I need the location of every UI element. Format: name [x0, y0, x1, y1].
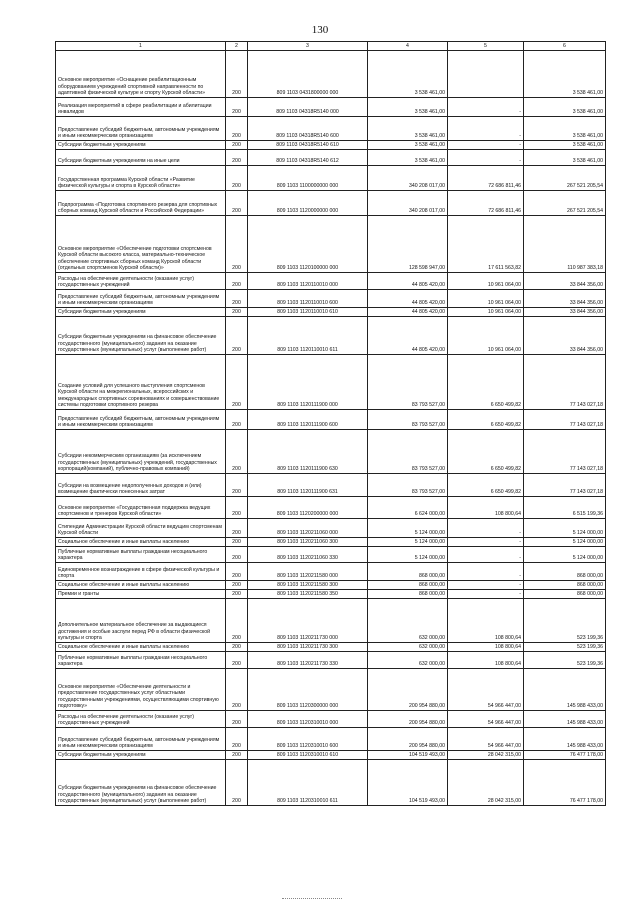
row-amount-cell: 5 124 000,00: [524, 519, 606, 538]
row-amount-cell: 340 208 017,00: [368, 191, 448, 216]
row-code-cell: 200: [226, 98, 248, 117]
row-code-cell: 200: [226, 711, 248, 728]
table-row: [56, 216, 606, 273]
row-code-cell: 200: [226, 643, 248, 652]
row-name-cell: Социальное обеспечение и иные выплаты населению: [56, 581, 226, 590]
column-header: 5: [448, 42, 524, 51]
row-amount-cell: 5 124 000,00: [368, 547, 448, 563]
row-code-cell: 200: [226, 474, 248, 497]
row-kbk-cell: 809 1103 1120310010 000: [248, 711, 368, 728]
row-amount-cell: 868 000,00: [524, 581, 606, 590]
row-code-cell: 200: [226, 652, 248, 669]
row-amount-cell: 77 143 027,18: [524, 355, 606, 410]
row-amount-cell: 10 961 064,00: [448, 308, 524, 317]
row-name-cell: Премии и гранты: [56, 590, 226, 599]
table-row: [56, 760, 606, 806]
row-code-cell: 200: [226, 581, 248, 590]
row-name-cell: Публичные нормативные выплаты гражданам несоциального характера: [56, 652, 226, 669]
row-amount-cell: -: [448, 563, 524, 581]
row-kbk-cell: 809 1103 04318R5140 612: [248, 150, 368, 166]
row-amount-cell: -: [448, 590, 524, 599]
row-amount-cell: 868 000,00: [524, 590, 606, 599]
row-kbk-cell: 809 1103 1120310010 600: [248, 728, 368, 751]
table-row: [56, 563, 606, 581]
row-amount-cell: -: [448, 547, 524, 563]
row-amount-cell: 267 521 205,54: [524, 166, 606, 191]
row-amount-cell: 6 650 499,82: [448, 355, 524, 410]
row-kbk-cell: 809 1103 1120211060 300: [248, 538, 368, 547]
column-header: 4: [368, 42, 448, 51]
row-name-cell: Основное мероприятие «Обеспечение деятельности и предоставление государственных услуг областными государственными учреждениями, осуществляющими спортивную подготовку»: [56, 669, 226, 711]
table-row: [56, 355, 606, 410]
row-amount-cell: 6 650 499,82: [448, 410, 524, 430]
table-row: [56, 538, 606, 547]
row-amount-cell: 44 805 420,00: [368, 290, 448, 308]
row-amount-cell: 5 124 000,00: [368, 538, 448, 547]
row-amount-cell: 200 954 880,00: [368, 669, 448, 711]
row-amount-cell: 108 800,64: [448, 652, 524, 669]
row-code-cell: 200: [226, 317, 248, 355]
row-amount-cell: 10 961 064,00: [448, 290, 524, 308]
row-amount-cell: 54 966 447,00: [448, 669, 524, 711]
row-amount-cell: 3 538 461,00: [524, 141, 606, 150]
row-code-cell: 200: [226, 519, 248, 538]
row-amount-cell: 76 477 178,00: [524, 751, 606, 760]
table-row: [56, 430, 606, 474]
row-kbk-cell: 809 1103 1120111900 000: [248, 355, 368, 410]
row-kbk-cell: 809 1103 1120211060 000: [248, 519, 368, 538]
table-row: [56, 669, 606, 711]
row-amount-cell: 632 000,00: [368, 643, 448, 652]
row-amount-cell: 83 793 527,00: [368, 410, 448, 430]
row-amount-cell: 3 538 461,00: [368, 117, 448, 141]
row-name-cell: Предоставление субсидий бюджетным, автономным учреждениям и иным некоммерческим организациям: [56, 290, 226, 308]
row-kbk-cell: 809 1103 1120211580 350: [248, 590, 368, 599]
row-kbk-cell: 809 1103 0431800000 000: [248, 51, 368, 98]
row-amount-cell: 523 199,36: [524, 599, 606, 643]
row-kbk-cell: 809 1103 1120310010 610: [248, 751, 368, 760]
row-amount-cell: 5 124 000,00: [524, 538, 606, 547]
row-amount-cell: 3 538 461,00: [524, 117, 606, 141]
row-code-cell: 200: [226, 273, 248, 290]
row-amount-cell: 6 515 199,36: [524, 497, 606, 519]
row-amount-cell: 77 143 027,18: [524, 474, 606, 497]
row-amount-cell: 200 954 880,00: [368, 711, 448, 728]
row-kbk-cell: 809 1103 04318R5140 600: [248, 117, 368, 141]
row-amount-cell: 72 686 811,46: [448, 166, 524, 191]
row-name-cell: Основное мероприятие «Оснащение реабилитационным оборудованием учреждений спортивной направленности по адаптивной физической культуре и спорту Курской области»: [56, 51, 226, 98]
row-code-cell: 200: [226, 547, 248, 563]
row-name-cell: Основное мероприятие «Обеспечение подготовки спортсменов Курской области высокого класса, материально-техническое обеспечение спортивных сборных команд Курской области (отдельных спортсменов Курской области)»: [56, 216, 226, 273]
row-kbk-cell: 809 1103 1120000000 000: [248, 191, 368, 216]
table-row: [56, 51, 606, 98]
row-name-cell: Основное мероприятие «Государственная поддержка ведущих спортсменов и тренеров Курской области»: [56, 497, 226, 519]
table-row: [56, 150, 606, 166]
row-amount-cell: 17 611 563,82: [448, 216, 524, 273]
row-amount-cell: 77 143 027,18: [524, 430, 606, 474]
table-header-row: [56, 42, 606, 51]
row-amount-cell: 145 988 433,00: [524, 711, 606, 728]
row-amount-cell: [448, 51, 524, 98]
row-code-cell: 200: [226, 141, 248, 150]
row-name-cell: Социальное обеспечение и иные выплаты населению: [56, 643, 226, 652]
row-code-cell: 200: [226, 150, 248, 166]
table-row: [56, 474, 606, 497]
row-name-cell: Субсидии некоммерческим организациям (за исключением государственных (муниципальных) учреждений, государственных корпораций(компаний), публично-правовых компаний): [56, 430, 226, 474]
row-kbk-cell: 809 1103 1120211730 330: [248, 652, 368, 669]
column-header: 6: [524, 42, 606, 51]
row-amount-cell: -: [448, 581, 524, 590]
row-amount-cell: 632 000,00: [368, 652, 448, 669]
row-amount-cell: 145 988 433,00: [524, 728, 606, 751]
row-name-cell: Расходы на обеспечение деятельности (оказание услуг) государственных учреждений: [56, 273, 226, 290]
row-code-cell: 200: [226, 751, 248, 760]
table-row: [56, 166, 606, 191]
row-kbk-cell: 809 1103 1120211580 000: [248, 563, 368, 581]
row-amount-cell: 3 538 461,00: [368, 98, 448, 117]
row-code-cell: 200: [226, 308, 248, 317]
table-row: [56, 751, 606, 760]
row-kbk-cell: 809 1103 1120110010 600: [248, 290, 368, 308]
row-code-cell: 200: [226, 599, 248, 643]
row-amount-cell: 108 800,64: [448, 599, 524, 643]
row-name-cell: Субсидии на возмещение недополученных доходов и (или) возмещение фактически понесенных затрат: [56, 474, 226, 497]
row-code-cell: 200: [226, 669, 248, 711]
table-row: [56, 590, 606, 599]
row-amount-cell: 6 624 000,00: [368, 497, 448, 519]
row-amount-cell: 10 961 064,00: [448, 273, 524, 290]
table-row: [56, 117, 606, 141]
row-code-cell: 200: [226, 290, 248, 308]
table-row: [56, 191, 606, 216]
budget-table: [55, 41, 606, 806]
column-header: 1: [56, 42, 226, 51]
row-name-cell: Социальное обеспечение и иные выплаты населению: [56, 538, 226, 547]
row-name-cell: Предоставление субсидий бюджетным, автономным учреждениям и иным некоммерческим организациям: [56, 728, 226, 751]
row-kbk-cell: 809 1103 1120310010 611: [248, 760, 368, 806]
row-kbk-cell: 809 1103 1120110010 000: [248, 273, 368, 290]
row-code-cell: 200: [226, 563, 248, 581]
row-name-cell: Субсидии бюджетным учреждениям: [56, 141, 226, 150]
table-row: [56, 410, 606, 430]
row-kbk-cell: 809 1103 1120211730 300: [248, 643, 368, 652]
row-amount-cell: 868 000,00: [524, 563, 606, 581]
row-amount-cell: 83 793 527,00: [368, 474, 448, 497]
row-amount-cell: 523 199,36: [524, 643, 606, 652]
row-kbk-cell: 809 1103 1100000000 000: [248, 166, 368, 191]
row-name-cell: Дополнительное материальное обеспечение за выдающиеся достижения и особые заслуги перед РФ в области физической культуры и спорта: [56, 599, 226, 643]
table-row: [56, 711, 606, 728]
table-row: [56, 547, 606, 563]
row-name-cell: Субсидии бюджетным учреждениям на финансовое обеспечение государственного (муниципального) задания на оказание государственных (муниципальных) услуг (выполнение работ): [56, 317, 226, 355]
table-row: [56, 273, 606, 290]
row-amount-cell: 5 124 000,00: [524, 547, 606, 563]
row-name-cell: Предоставление субсидий бюджетным, автономным учреждениям и иным некоммерческим организациям: [56, 117, 226, 141]
row-name-cell: Субсидии бюджетным учреждениям на финансовое обеспечение государственного (муниципального) задания на оказание государственных (муниципальных) услуг (выполнение работ): [56, 760, 226, 806]
row-amount-cell: 267 521 205,54: [524, 191, 606, 216]
table-body: [56, 51, 606, 806]
row-amount-cell: 83 793 527,00: [368, 430, 448, 474]
row-amount-cell: 128 598 947,00: [368, 216, 448, 273]
row-code-cell: 200: [226, 410, 248, 430]
row-amount-cell: 3 538 461,00: [524, 150, 606, 166]
row-amount-cell: 340 208 017,00: [368, 166, 448, 191]
table-row: [56, 98, 606, 117]
row-amount-cell: 77 143 027,18: [524, 410, 606, 430]
row-amount-cell: -: [448, 150, 524, 166]
row-kbk-cell: 809 1103 1120211060 330: [248, 547, 368, 563]
row-amount-cell: 200 954 880,00: [368, 728, 448, 751]
row-code-cell: 200: [226, 728, 248, 751]
row-kbk-cell: 809 1103 1120200000 000: [248, 497, 368, 519]
row-name-cell: Субсидии бюджетным учреждениям: [56, 751, 226, 760]
row-amount-cell: 3 538 461,00: [368, 141, 448, 150]
table-row: [56, 643, 606, 652]
table-row: [56, 290, 606, 308]
row-kbk-cell: 809 1103 1120100000 000: [248, 216, 368, 273]
table-row: [56, 317, 606, 355]
table-row: [56, 497, 606, 519]
row-code-cell: 200: [226, 497, 248, 519]
column-header: 3: [248, 42, 368, 51]
row-amount-cell: 3 538 461,00: [368, 51, 448, 98]
row-amount-cell: 5 124 000,00: [368, 519, 448, 538]
row-code-cell: 200: [226, 355, 248, 410]
row-amount-cell: 6 650 499,82: [448, 474, 524, 497]
row-amount-cell: 104 519 493,00: [368, 760, 448, 806]
row-amount-cell: 33 844 356,00: [524, 273, 606, 290]
row-kbk-cell: 809 1103 1120110010 611: [248, 317, 368, 355]
footer-mark: [282, 898, 342, 902]
table-row: [56, 141, 606, 150]
row-amount-cell: 3 538 461,00: [368, 150, 448, 166]
row-amount-cell: -: [448, 141, 524, 150]
row-amount-cell: 33 844 356,00: [524, 317, 606, 355]
row-name-cell: Стипендии Администрации Курской области ведущим спортсменам Курской области: [56, 519, 226, 538]
row-amount-cell: 108 800,64: [448, 497, 524, 519]
row-amount-cell: 83 793 527,00: [368, 355, 448, 410]
row-amount-cell: 523 199,36: [524, 652, 606, 669]
row-amount-cell: -: [448, 519, 524, 538]
row-amount-cell: 76 477 178,00: [524, 760, 606, 806]
row-kbk-cell: 809 1103 1120111900 600: [248, 410, 368, 430]
table-row: [56, 519, 606, 538]
row-name-cell: Реализация мероприятий в сфере реабилитации и абилитации инвалидов: [56, 98, 226, 117]
row-kbk-cell: 809 1103 1120211580 300: [248, 581, 368, 590]
row-amount-cell: 10 961 064,00: [448, 317, 524, 355]
row-amount-cell: 28 042 315,00: [448, 760, 524, 806]
row-kbk-cell: 809 1103 1120211730 000: [248, 599, 368, 643]
row-kbk-cell: 809 1103 04318R5140 000: [248, 98, 368, 117]
row-code-cell: 200: [226, 166, 248, 191]
row-name-cell: Государственная программа Курской области «Развитие физической культуры и спорта в Курской области»: [56, 166, 226, 191]
row-code-cell: 200: [226, 117, 248, 141]
row-kbk-cell: 809 1103 04318R5140 610: [248, 141, 368, 150]
row-amount-cell: -: [448, 117, 524, 141]
row-amount-cell: 868 000,00: [368, 563, 448, 581]
row-amount-cell: 54 966 447,00: [448, 728, 524, 751]
row-amount-cell: 110 987 383,18: [524, 216, 606, 273]
row-kbk-cell: 809 1103 1120111900 631: [248, 474, 368, 497]
row-amount-cell: 44 805 420,00: [368, 308, 448, 317]
table-row: [56, 308, 606, 317]
page-number: 130: [311, 24, 329, 36]
row-name-cell: Подпрограмма «Подготовка спортивного резерва для спортивных сборных команд Курской области и Российской Федерации»: [56, 191, 226, 216]
row-kbk-cell: 809 1103 1120110010 610: [248, 308, 368, 317]
row-code-cell: 200: [226, 760, 248, 806]
table-row: [56, 599, 606, 643]
row-name-cell: Расходы на обеспечение деятельности (оказание услуг) государственных учреждений: [56, 711, 226, 728]
row-name-cell: Субсидии бюджетным учреждениям на иные цели: [56, 150, 226, 166]
row-name-cell: Предоставление субсидий бюджетным, автономным учреждениям и иным некоммерческим организациям: [56, 410, 226, 430]
row-amount-cell: 108 800,64: [448, 643, 524, 652]
row-name-cell: Публичные нормативные выплаты гражданам несоциального характера: [56, 547, 226, 563]
row-code-cell: 200: [226, 51, 248, 98]
row-code-cell: 200: [226, 590, 248, 599]
column-header: 2: [226, 42, 248, 51]
row-amount-cell: 3 538 461,00: [524, 98, 606, 117]
row-amount-cell: 33 844 356,00: [524, 308, 606, 317]
row-amount-cell: 54 966 447,00: [448, 711, 524, 728]
row-kbk-cell: 809 1103 1120111900 630: [248, 430, 368, 474]
row-code-cell: 200: [226, 191, 248, 216]
row-amount-cell: 6 650 499,82: [448, 430, 524, 474]
table-row: [56, 652, 606, 669]
row-code-cell: 200: [226, 538, 248, 547]
row-amount-cell: 104 519 493,00: [368, 751, 448, 760]
row-amount-cell: -: [448, 538, 524, 547]
row-name-cell: Субсидии бюджетным учреждениям: [56, 308, 226, 317]
row-amount-cell: 44 805 420,00: [368, 273, 448, 290]
table-row: [56, 581, 606, 590]
row-code-cell: 200: [226, 216, 248, 273]
row-amount-cell: 632 000,00: [368, 599, 448, 643]
row-amount-cell: 33 844 356,00: [524, 290, 606, 308]
row-amount-cell: 868 000,00: [368, 581, 448, 590]
table-row: [56, 728, 606, 751]
row-code-cell: 200: [226, 430, 248, 474]
row-name-cell: Создание условий для успешного выступления спортсменов Курской области на межрегиональных, всероссийских и международных спортивных соревнованиях и совершенствование системы подготовки спортивного резерва: [56, 355, 226, 410]
row-amount-cell: 28 042 315,00: [448, 751, 524, 760]
row-amount-cell: 3 538 461,00: [524, 51, 606, 98]
row-kbk-cell: 809 1103 1120300000 000: [248, 669, 368, 711]
row-name-cell: Единовременное вознаграждение в сфере физической культуры и спорта: [56, 563, 226, 581]
row-amount-cell: 868 000,00: [368, 590, 448, 599]
row-amount-cell: 44 805 420,00: [368, 317, 448, 355]
row-amount-cell: 72 686 811,46: [448, 191, 524, 216]
row-amount-cell: 145 988 433,00: [524, 669, 606, 711]
row-amount-cell: -: [448, 98, 524, 117]
